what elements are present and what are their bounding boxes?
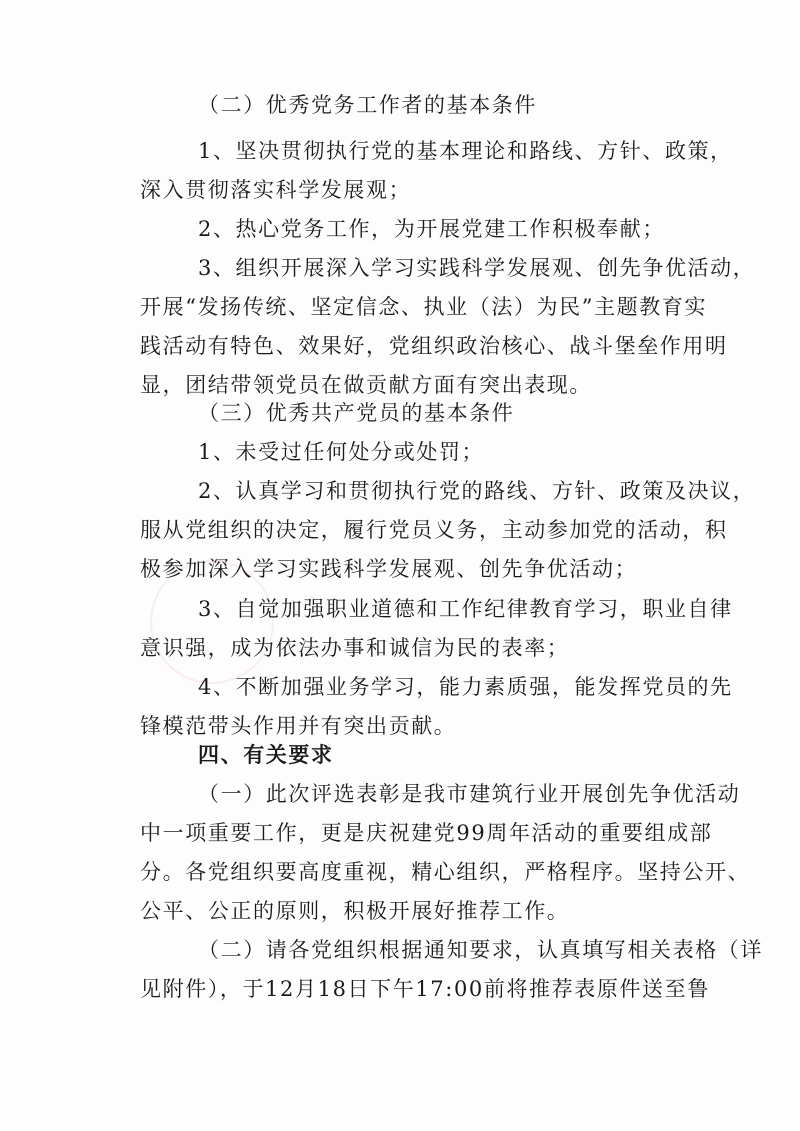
paragraph-line: 2、认真学习和贯彻执行党的路线、方针、政策及决议， <box>198 479 756 503</box>
paragraph-line: 3、组织开展深入学习实践科学发展观、创先争优活动， <box>198 256 756 280</box>
paragraph-line: 2、热心党务工作，为开展党建工作积极奉献； <box>198 217 665 241</box>
paragraph-line: 3、自觉加强职业道德和工作纪律教育学习，职业自律 <box>198 597 733 621</box>
paragraph-line: 开展“发扬传统、坚定信念、执业（法）为民”主题教育实 <box>140 295 708 319</box>
paragraph-line: （一）此次评选表彰是我市建筑行业开展创先争优活动 <box>198 782 741 806</box>
paragraph-line: 4、不断加强业务学习，能力素质强，能发挥党员的先 <box>198 675 733 699</box>
section-heading-4: 四、有关要求 <box>198 743 334 767</box>
paragraph-line: 显，团结带领党员在做贡献方面有突出表现。 <box>140 373 592 397</box>
section-heading-3: （三）优秀共产党员的基本条件 <box>198 401 515 425</box>
paragraph-line: 中一项重要工作，更是庆祝建党99周年活动的重要组成部 <box>140 821 713 845</box>
paragraph-line: 深入贯彻落实科学发展观； <box>140 178 412 202</box>
section-heading-2: （二）优秀党务工作者的基本条件 <box>198 93 537 117</box>
paragraph-line: 意识强，成为依法办事和诚信为民的表率； <box>140 636 570 660</box>
paragraph-line: 见附件），于12月18日下午17:00前将推荐表原件送至鲁 <box>140 977 710 1001</box>
paragraph-line: （二）请各党组织根据通知要求，认真填写相关表格（详 <box>198 938 763 962</box>
paragraph-line: 锋模范带头作用并有突出贡献。 <box>140 714 457 738</box>
paragraph-line: 公平、公正的原则，积极开展好推荐工作。 <box>140 899 570 923</box>
paragraph-line: 践活动有特色、效果好，党组织政治核心、战斗堡垒作用明 <box>140 334 728 358</box>
paragraph-line: 1、坚决贯彻执行党的基本理论和路线、方针、政策， <box>198 139 733 163</box>
paragraph-line: 1、未受过任何处分或处罚； <box>198 440 485 464</box>
paragraph-line: 分。各党组织要高度重视，精心组织，严格程序。坚持公开、 <box>140 860 751 884</box>
paragraph-line: 极参加深入学习实践科学发展观、创先争优活动； <box>140 557 638 581</box>
paragraph-line: 服从党组织的决定，履行党员义务，主动参加党的活动，积 <box>140 518 728 542</box>
